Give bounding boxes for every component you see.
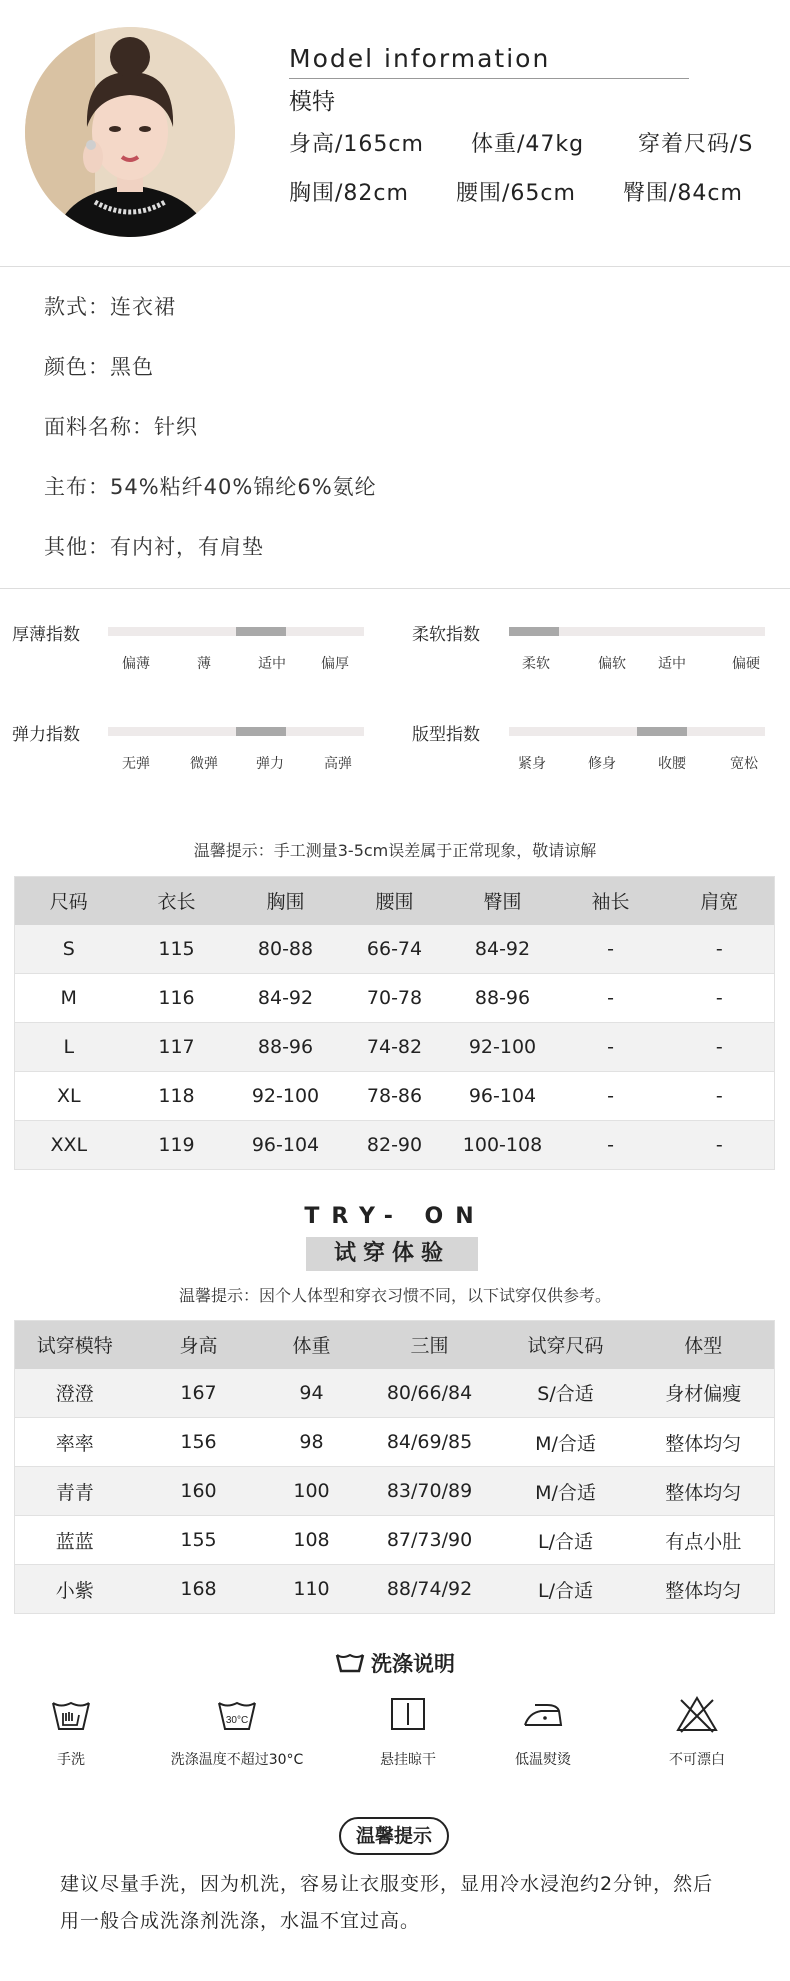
- table-cell: 整体均匀: [633, 1467, 775, 1516]
- model-label: 模特: [289, 89, 335, 115]
- table-cell: 88-96: [449, 974, 557, 1023]
- table-cell: -: [665, 925, 775, 974]
- table-cell: XL: [15, 1072, 123, 1121]
- table-cell: 100-108: [449, 1121, 557, 1170]
- index-bar: [108, 627, 364, 636]
- column-header: 体型: [633, 1321, 775, 1369]
- tip-line: 用一般合成洗涤剂洗涤，水温不宜过高。: [60, 1910, 421, 1932]
- table-cell: 115: [123, 925, 231, 974]
- spec-other: 其他：有内衬，有肩垫: [44, 535, 264, 559]
- care-no-bleach: [622, 1695, 772, 1769]
- section-divider: [0, 588, 790, 589]
- size-table: [14, 876, 775, 1170]
- index-bar: [509, 727, 765, 736]
- model-weight: 体重/47kg: [471, 132, 585, 157]
- table-cell: 66-74: [341, 925, 449, 974]
- table-cell: S: [15, 925, 123, 974]
- table-row: [15, 1418, 775, 1467]
- column-header: 试穿模特: [15, 1321, 135, 1369]
- table-cell: 92-100: [231, 1072, 341, 1121]
- table-cell: 青青: [15, 1467, 135, 1516]
- column-header: 身高: [135, 1321, 263, 1369]
- table-cell: 率率: [15, 1418, 135, 1467]
- care-hand-wash: [0, 1695, 146, 1769]
- spec-fabric: 面料名称：针织: [44, 415, 198, 439]
- table-cell: L/合适: [499, 1516, 633, 1565]
- table-cell: 155: [135, 1516, 263, 1565]
- index-option: 适中: [658, 656, 686, 672]
- table-cell: 88-96: [231, 1023, 341, 1072]
- spec-style: 款式：连衣裙: [44, 295, 176, 319]
- table-cell: XXL: [15, 1121, 123, 1170]
- table-cell: 168: [135, 1565, 263, 1614]
- table-cell: 80/66/84: [361, 1369, 499, 1418]
- low-iron-icon: [521, 1695, 565, 1733]
- index-option: 偏软: [598, 656, 626, 672]
- no-bleach-icon: [675, 1695, 719, 1733]
- table-cell: M/合适: [499, 1418, 633, 1467]
- table-cell: 87/73/90: [361, 1516, 499, 1565]
- wash-temp-icon: [215, 1695, 259, 1733]
- table-cell: 整体均匀: [633, 1418, 775, 1467]
- table-cell: -: [665, 974, 775, 1023]
- care-label: 悬挂晾干: [380, 1752, 436, 1768]
- table-cell: 84-92: [449, 925, 557, 974]
- table-cell: -: [557, 1072, 665, 1121]
- table-cell: M: [15, 974, 123, 1023]
- table-cell: 蓝蓝: [15, 1516, 135, 1565]
- column-header: 试穿尺码: [499, 1321, 633, 1369]
- index-option: 柔软: [522, 656, 550, 672]
- table-cell: 118: [123, 1072, 231, 1121]
- table-cell: M/合适: [499, 1467, 633, 1516]
- index-label: 版型指数: [412, 725, 480, 745]
- index-option: 偏厚: [321, 656, 349, 672]
- column-header: 尺码: [15, 877, 123, 925]
- title-divider: [289, 78, 689, 79]
- table-cell: 94: [263, 1369, 361, 1418]
- table-cell: 100: [263, 1467, 361, 1516]
- model-size: 穿着尺码/S: [638, 132, 754, 157]
- table-cell: 88/74/92: [361, 1565, 499, 1614]
- table-cell: 小紫: [15, 1565, 135, 1614]
- table-cell: 82-90: [341, 1121, 449, 1170]
- spec-color: 颜色：黑色: [44, 355, 154, 379]
- hang-dry-icon: [386, 1695, 430, 1733]
- table-cell: 70-78: [341, 974, 449, 1023]
- table-cell: 整体均匀: [633, 1565, 775, 1614]
- column-header: 胸围: [231, 877, 341, 925]
- column-header: 三围: [361, 1321, 499, 1369]
- table-cell: 84-92: [231, 974, 341, 1023]
- care-label: 洗涤温度不超过30°C: [170, 1752, 304, 1768]
- table-cell: 84/69/85: [361, 1418, 499, 1467]
- table-cell: 74-82: [341, 1023, 449, 1072]
- table-cell: 117: [123, 1023, 231, 1072]
- tip-line: 建议尽量手洗，因为机洗，容易让衣服变形，显用冷水浸泡约2分钟，然后: [60, 1873, 714, 1895]
- table-cell: L: [15, 1023, 123, 1072]
- size-note: 温馨提示：手工测量3-5cm误差属于正常现象，敬请谅解: [193, 841, 597, 860]
- column-header: 袖长: [557, 877, 665, 925]
- tryon-table: [14, 1320, 775, 1614]
- index-option: 修身: [588, 756, 616, 772]
- table-cell: -: [557, 974, 665, 1023]
- index-option: 高弹: [324, 756, 352, 772]
- hand-wash-icon: [49, 1695, 93, 1733]
- size-table-header: [15, 877, 775, 925]
- table-cell: 澄澄: [15, 1369, 135, 1418]
- index-option: 收腰: [658, 756, 686, 772]
- care-label: 手洗: [57, 1752, 85, 1768]
- index-option: 微弹: [190, 756, 218, 772]
- model-photo: [25, 27, 235, 237]
- table-cell: 119: [123, 1121, 231, 1170]
- column-header: 臀围: [449, 877, 557, 925]
- tip-text: [60, 1866, 740, 1940]
- table-row: [15, 1121, 775, 1170]
- index-option: 弹力: [256, 756, 284, 772]
- table-cell: -: [557, 1023, 665, 1072]
- model-avatar: [25, 27, 235, 237]
- table-row: [15, 1565, 775, 1614]
- care-wash-temp: [162, 1695, 312, 1769]
- table-cell: -: [665, 1072, 775, 1121]
- index-option: 无弹: [122, 756, 150, 772]
- table-row: [15, 1467, 775, 1516]
- index-bar-fill: [637, 727, 687, 736]
- table-cell: 身材偏瘦: [633, 1369, 775, 1418]
- index-label: 厚薄指数: [12, 625, 80, 645]
- index-bar-fill: [236, 727, 286, 736]
- table-cell: L/合适: [499, 1565, 633, 1614]
- care-hang-dry: [333, 1695, 483, 1769]
- index-bar-fill: [509, 627, 559, 636]
- table-cell: -: [665, 1121, 775, 1170]
- section-divider: [0, 266, 790, 267]
- table-cell: 160: [135, 1467, 263, 1516]
- table-cell: 80-88: [231, 925, 341, 974]
- index-bar: [509, 627, 765, 636]
- tryon-title-en: TRY- ON: [304, 1204, 486, 1229]
- table-cell: 78-86: [341, 1072, 449, 1121]
- temp-badge: 30°C: [225, 1715, 249, 1726]
- table-row: [15, 1072, 775, 1121]
- table-cell: 83/70/89: [361, 1467, 499, 1516]
- tryon-note: 温馨提示：因个人体型和穿衣习惯不同，以下试穿仅供参考。: [178, 1286, 611, 1305]
- index-option: 宽松: [730, 756, 758, 772]
- washing-title-text: 洗涤说明: [371, 1652, 455, 1676]
- care-label: 低温熨烫: [515, 1752, 571, 1768]
- table-cell: S/合适: [499, 1369, 633, 1418]
- model-waist: 腰围/65cm: [456, 181, 576, 206]
- index-label: 柔软指数: [412, 625, 480, 645]
- care-label: 不可漂白: [669, 1752, 725, 1768]
- index-option: 偏薄: [122, 656, 150, 672]
- table-cell: -: [665, 1023, 775, 1072]
- table-row: [15, 974, 775, 1023]
- column-header: 衣长: [123, 877, 231, 925]
- model-bust: 胸围/82cm: [289, 181, 409, 206]
- column-header: 肩宽: [665, 877, 775, 925]
- wash-basin-icon: [335, 1652, 365, 1674]
- model-height: 身高/165cm: [289, 132, 424, 157]
- table-cell: 110: [263, 1565, 361, 1614]
- table-cell: 92-100: [449, 1023, 557, 1072]
- index-label: 弹力指数: [12, 725, 80, 745]
- care-low-iron: [468, 1695, 618, 1769]
- model-info-title: Model information: [289, 44, 551, 73]
- index-option: 薄: [197, 656, 211, 672]
- table-row: [15, 1516, 775, 1565]
- table-cell: 96-104: [449, 1072, 557, 1121]
- index-option: 偏硬: [732, 656, 760, 672]
- spec-material: 主布：54%粘纤40%锦纶6%氨纶: [44, 475, 377, 499]
- column-header: 腰围: [341, 877, 449, 925]
- table-cell: 有点小肚: [633, 1516, 775, 1565]
- tryon-title-cn: 试穿体验: [306, 1237, 478, 1271]
- index-option: 紧身: [518, 756, 546, 772]
- table-cell: 116: [123, 974, 231, 1023]
- model-hip: 臀围/84cm: [623, 181, 743, 206]
- index-option: 适中: [258, 656, 286, 672]
- index-bar-fill: [236, 627, 286, 636]
- washing-title: [0, 1648, 790, 1678]
- table-row: [15, 1023, 775, 1072]
- index-bar: [108, 727, 364, 736]
- table-cell: 167: [135, 1369, 263, 1418]
- tryon-table-header: [15, 1321, 775, 1369]
- table-cell: -: [557, 925, 665, 974]
- tip-title: 温馨提示: [339, 1817, 449, 1855]
- table-cell: 96-104: [231, 1121, 341, 1170]
- table-cell: 156: [135, 1418, 263, 1467]
- table-cell: 98: [263, 1418, 361, 1467]
- table-row: [15, 925, 775, 974]
- table-row: [15, 1369, 775, 1418]
- column-header: 体重: [263, 1321, 361, 1369]
- table-cell: 108: [263, 1516, 361, 1565]
- table-cell: -: [557, 1121, 665, 1170]
